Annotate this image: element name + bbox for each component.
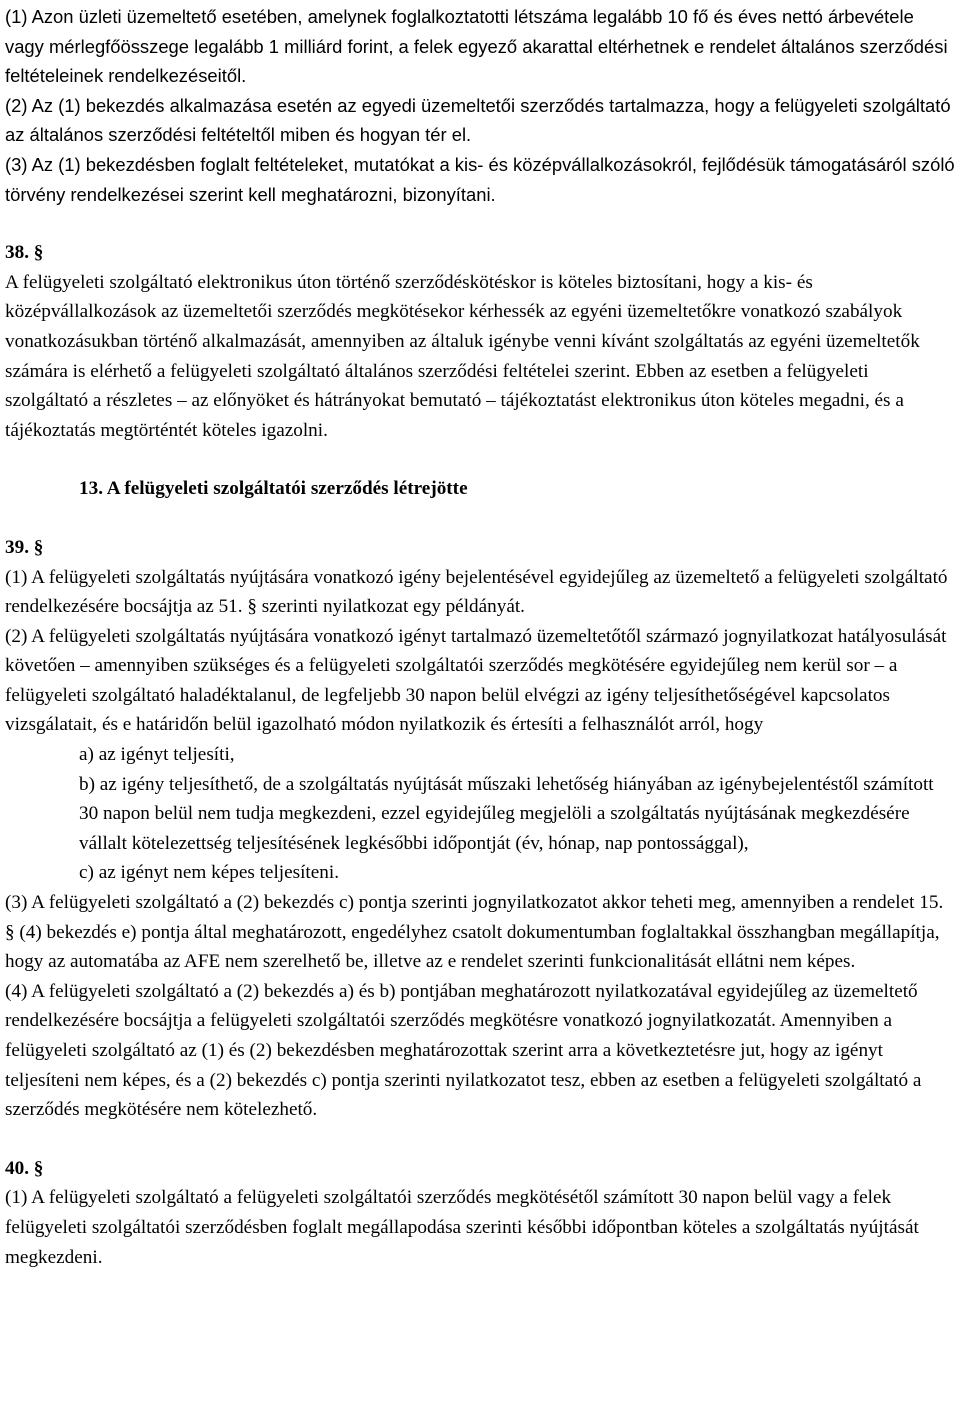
section-39-paragraph-1: (1) A felügyeleti szolgáltatás nyújtására vonatkozó igény bejelentésével egyidejűleg az üzemeltető a felügyeleti szolgáltató rendelkezésére bocsájtja az 51. § szerinti nyilatkozat egy példányát. bbox=[5, 566, 948, 618]
chapter-13-heading: 13. A felügyeleti szolgáltatói szerződés létrejötte bbox=[79, 478, 468, 500]
section-40-paragraph-1: (1) A felügyeleti szolgáltató a felügyeleti szolgáltatói szerződés megkötésétől számított 30 napon belül vagy a felek felügyeleti szolgáltatói szerződésben foglalt megállapodása szerinti későbbi időpontban köteles a szolgáltatás nyújtását megkezdeni. bbox=[5, 1187, 919, 1268]
section-39-number: 39. § bbox=[5, 536, 44, 558]
section-39-point-a: a) az igényt teljesíti, bbox=[79, 744, 235, 766]
section-38-text: A felügyeleti szolgáltató elektronikus úton történő szerződéskötéskor is köteles biztosítani, hogy a kis- és középvállalkozások az üzemeltetői szerződés megkötésekor kérhessék az egyéni üzemeltetőkre vonatkozó szabályok vonatkozásukban történő alkalmazását, amennyiben az általuk igénybe venni kívánt szolgáltatás az egyéni üzemeltetők számára is elérhető a felügyeleti szolgáltató általános szerződési feltételei szerint. Ebben az esetben a felügyeleti szolgáltató a részletes – az előnyöket és hátrányokat bemutató – tájékoztatást elektronikus úton köteles megadni, és a tájékoztatás megtörténtét köteles igazolni. bbox=[5, 271, 920, 441]
section-38-number: 38. § bbox=[5, 242, 44, 264]
paragraph-top-2: (2) Az (1) bekezdés alkalmazása esetén az egyedi üzemeltetői szerződés tartalmazza, hogy a felügyeleti szolgáltató az általános szerződési feltételtől miben és hogyan tér el. bbox=[5, 94, 951, 146]
section-39-paragraph-2: (2) A felügyeleti szolgáltatás nyújtására vonatkozó igényt tartalmazó üzemeltetőtől származó jognyilatkozat hatályosulását követően – amennyiben szükséges és a felügyeleti szolgáltatói szerződés megkötésére egyidejűleg nem kerül sor – a felügyeleti szolgáltató haladéktalanul, de legfeljebb 30 napon belül elvégzi az igény teljesíthetőségével kapcsolatos vizsgálatait, és e határidőn belül igazolható módon nyilatkozik és értesíti a felhasználót arról, hogy bbox=[5, 625, 947, 736]
section-40-number: 40. § bbox=[5, 1157, 44, 1179]
paragraph-top-3: (3) Az (1) bekezdésben foglalt feltételeket, mutatókat a kis- és középvállalkozásokról, fejlődésük támogatásáról szóló törvény rendelkezései szerint kell meghatározni, bizonyítani. bbox=[5, 153, 955, 205]
document-page bbox=[5, 2, 955, 1272]
paragraph-top-1: (1) Azon üzleti üzemeltető esetében, amelynek foglalkoztatotti létszáma legalább 10 fő és éves nettó árbevétele vagy mérlegfőösszege legalább 1 milliárd forint, a felek egyező akarattal eltérhetnek e rendelet általános szerződési feltételeinek rendelkezéseitől. bbox=[5, 6, 948, 87]
section-39-point-b: b) az igény teljesíthető, de a szolgáltatás nyújtását műszaki lehetőség hiányában az igénybejelentéstől számított 30 napon belül nem tudja megkezdeni, ezzel egyidejűleg megjelöli a szolgáltatás nyújtásának megkezdésére vállalt kötelezettség teljesítésének legkésőbbi időpontját (év, hónap, nap pontossággal), bbox=[79, 773, 934, 854]
section-39-paragraph-4: (4) A felügyeleti szolgáltató a (2) bekezdés a) és b) pontjában meghatározott nyilatkozatával egyidejűleg az üzemeltető rendelkezésére bocsájtja a felügyeleti szolgáltatói szerződés megkötésre vonatkozó jognyilatkozatát. Amennyiben a felügyeleti szolgáltató az (1) és (2) bekezdésben meghatározottak szerint arra a következtetésre jut, hogy az igényt teljesíteni nem képes, és a (2) bekezdés c) pontja szerinti nyilatkozatot tesz, ebben az esetben a felügyeleti szolgáltató a szerződés megkötésére nem kötelezhető. bbox=[5, 980, 922, 1121]
section-39-point-c: c) az igényt nem képes teljesíteni. bbox=[79, 862, 339, 884]
section-39-paragraph-3: (3) A felügyeleti szolgáltató a (2) bekezdés c) pontja szerinti jognyilatkozatot akkor teheti meg, amennyiben a rendelet 15. § (4) bekezdés e) pontja által meghatározott, engedélyhez csatolt dokumentumban foglaltakkal összhangban megállapítja, hogy az automatába az AFE nem szerelhető be, illetve az e rendelet szerinti funkcionalitását ellátni nem képes. bbox=[5, 892, 944, 973]
